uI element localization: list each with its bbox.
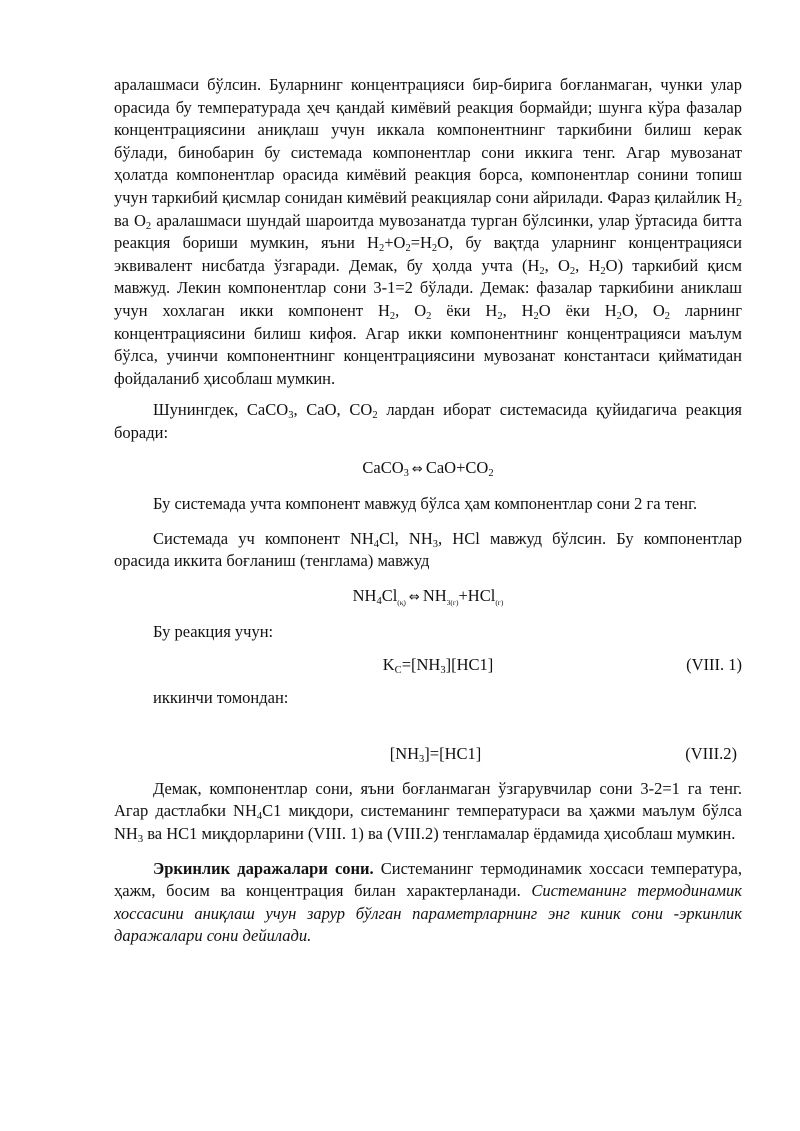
paragraph-caco3-system: Шунингдек, CaCO$_3$, CaO, $CO_2$ лардан иборат системасида қуйидагича реакция боради: — [114, 400, 742, 442]
section-heading: Эркинлик даражалари сони. — [153, 858, 374, 878]
definition-italic: Системанинг термодинамик хоссасини аниқлаш учун зарур бўлган параметрларнинг энг киник сони -эркинлик даражалари сони дейилади. — [114, 881, 742, 946]
paragraph-second-side: иккинчи томондан: — [153, 687, 289, 707]
equation-kc-expression: $K_C=[NH_3][HC1]$ — [382, 655, 494, 677]
equation-number: (VIII. 1) — [686, 655, 742, 675]
equilibrium-arrow-icon: ⇔ — [408, 589, 420, 605]
paragraph-components-h2-o2: аралашмаси бўлсин. Буларнинг концентрацияси бир-бирига боғланмаган, чунки улар орасида бу температурада ҳеч қандай кимёвий реакция бормайди; шунга кўра фазалар концентрациясини аниқлаш учун иккала компонентнинг таркибини билиш керак бўлади, бинобарин бу системада компонентлар сони иккига тенг. Агар мувозанат ҳолатда компонентлар орасида кимёвий реакция борса, компонентлар сонини топиш учун таркибий қисмлар сонидан кимёвий реакциялар сони айрилади. Фараз қилайлик $H_2$ ва $O_2$ аралашмаси шундай шароитда мувозанатда турган бўлсинки, улар ўртасида битта реакция бориши мумкин, яъни $H_2+O_2=H_2O$, бу вақтда уларнинг концентрацияси эквивалент нисбатда ўзгаради. Демак, бу ҳолда учта ($H_2$, $O_2$, $H_2O$) таркибий қисм мавжуд. Лекин компонентлар сони 3-1=2 бўлади. Демак: фазалар таркибини аниклаш учун хохлаган икки компонент $H_2$, $O_2$ ёки $H_2$, $H_2O$ ёки $H_2O$, $O_2$ ларнинг концентрациясини билиш кифоя. Агар икки компонентнинг концентрацияси маълум бўлса, учинчи компонентнинг концентрациясини мувозанат константаси қийматидан фойдаланиб ҳисоблаш мумкин. — [114, 75, 742, 388]
paragraph-nh4cl-system: Системада уч компонент $NH_4Cl$, $NH_3$, HCl мавжуд бўлсин. Бу компонентлар орасида иккита боғланиш (тенглама) мавжуд — [114, 528, 742, 571]
paragraph-degrees-of-freedom: Эркинлик даражалари сони. Системанинг термодинамик хоссаси температура, ҳажм, босим ва концентрация билан характерланади. Системанинг термодинамик хоссасини аниқлаш учун зарур бўлган параметрларнинг энг киник сони -эркинлик даражалари сони дейилади. — [114, 858, 742, 946]
equation-kc — [114, 654, 742, 677]
equation-nh3-hcl-expression: $[NH_3]=[HC1]$ — [389, 744, 482, 766]
equation-number: (VIII.2) — [685, 744, 737, 764]
paragraph-for-reaction: Бу реакция учун: — [153, 622, 274, 642]
equation-nh3-hcl — [114, 743, 742, 766]
equilibrium-arrow-icon: ⇔ — [411, 461, 423, 477]
document-page — [114, 74, 742, 948]
equation-nh4cl: $NH_4Cl_{(қ)}$ ⇔ $NH_{3(г)}+HCl_{(г)}$ — [352, 585, 504, 607]
paragraph-component-count: Демак, компонентлар сони, яъни боғланмаган ўзгарувчилар сони 3-2=1 га тенг. Агар дастлабки $NH_4C1$ миқдори, системанинг температураси ва ҳажми маълум бўлса $NH_3$ ва HC1 миқдорларини (VIII. 1) ва (VIII.2) тенгламалар ёрдамида ҳисоблаш мумкин. — [114, 778, 742, 846]
equation-caco3: CaCO$_3$ ⇔ $CaO+CO_2$ — [362, 457, 494, 479]
paragraph-three-components: Бу системада учта компонент мавжуд бўлса ҳам компонентлар сони 2 га тенг. — [153, 494, 698, 514]
